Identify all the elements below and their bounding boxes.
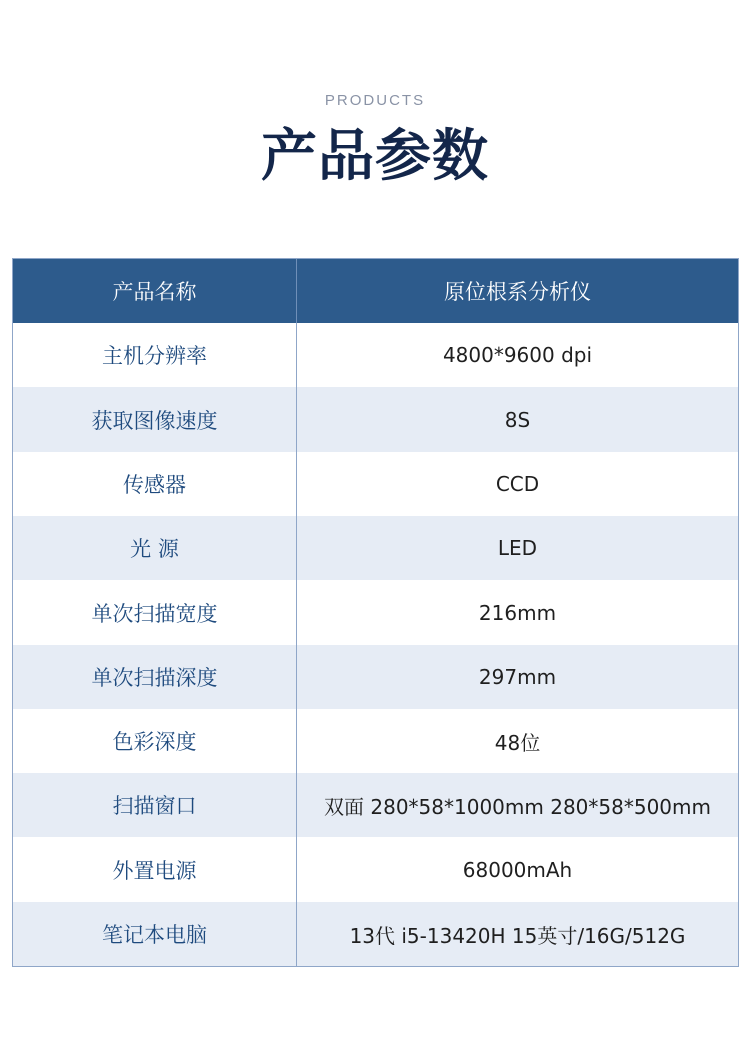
spec-value: 4800*9600 dpi <box>442 343 593 367</box>
page-title: 产品参数 <box>261 124 489 189</box>
header-label-cell: 产品名称 <box>13 259 297 323</box>
table-row <box>13 709 738 773</box>
table-row <box>13 902 738 966</box>
spec-value: CCD <box>495 472 540 496</box>
spec-value: 8S <box>504 407 531 432</box>
spec-value: LED <box>497 536 538 560</box>
header-value-cell: 原位根系分析仪 <box>444 280 591 304</box>
table-row <box>13 387 738 452</box>
spec-value: 13代 i5-13420H 15英寸/16G/512G <box>349 923 686 948</box>
spec-label: 笔记本电脑 <box>13 902 297 966</box>
page-eyebrow: PRODUCTS <box>324 92 426 109</box>
table-header-row <box>13 259 738 323</box>
table-row <box>13 580 738 645</box>
spec-label: 主机分辨率 <box>13 323 297 387</box>
table-row <box>13 773 738 837</box>
spec-label: 获取图像速度 <box>13 387 297 452</box>
spec-value: 297mm <box>478 665 557 689</box>
spec-value: 48位 <box>494 730 541 755</box>
table-row <box>13 323 738 387</box>
spec-label: 外置电源 <box>13 837 297 902</box>
spec-label: 单次扫描宽度 <box>13 580 297 645</box>
table-row <box>13 516 738 580</box>
spec-table <box>12 258 739 967</box>
table-row <box>13 645 738 709</box>
spec-value: 68000mAh <box>462 857 573 882</box>
spec-label: 光 源 <box>13 516 297 580</box>
spec-label: 扫描窗口 <box>13 773 297 837</box>
table-row <box>13 452 738 516</box>
spec-value: 216mm <box>478 600 557 625</box>
spec-label: 单次扫描深度 <box>13 645 297 709</box>
spec-label: 传感器 <box>13 452 297 516</box>
spec-label: 色彩深度 <box>13 709 297 773</box>
spec-value: 双面 280*58*1000mm 280*58*500mm <box>324 794 711 819</box>
table-row <box>13 837 738 902</box>
